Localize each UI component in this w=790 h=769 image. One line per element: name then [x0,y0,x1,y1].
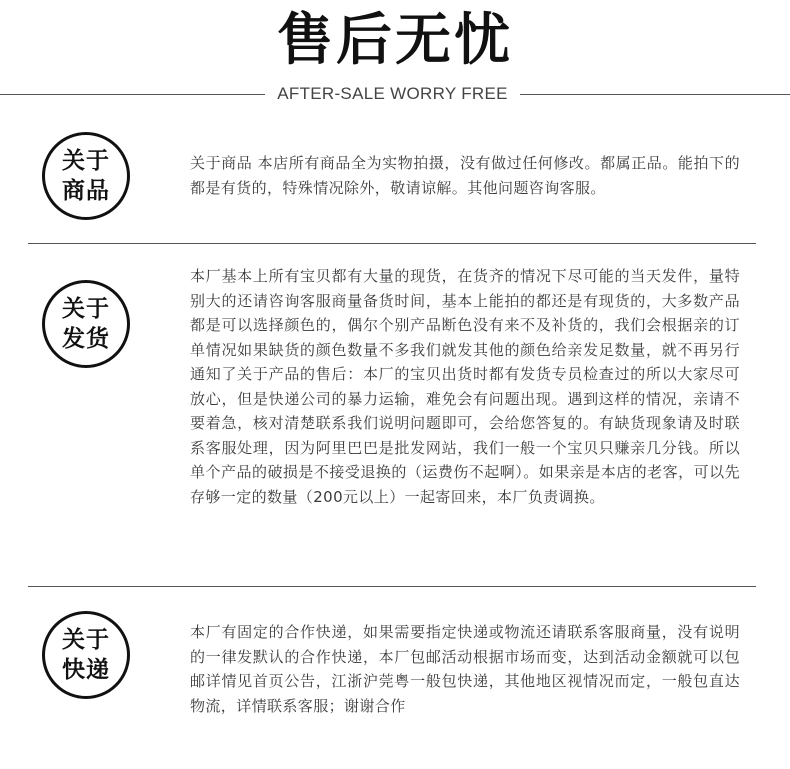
page-subtitle: AFTER-SALE WORRY FREE [277,84,508,103]
product-description: 关于商品 本店所有商品全为实物拍摄，没有做过任何修改。都属正品。能拍下的都是有货的，特殊情况除外，敬请谅解。其他问题咨询客服。 [190,154,740,197]
section-divider [28,243,756,244]
product-badge-line2: 商品 [62,178,110,204]
courier-badge [42,611,130,699]
courier-badge-line1: 关于 [62,627,110,653]
subtitle-rule-left [0,94,265,95]
courier-badge-line2: 快递 [62,657,110,683]
shipping-description: 本厂基本上所有宝贝都有大量的现货，在货齐的情况下尽可能的当天发件，量特别大的还请咨询客服商量备货时间，基本上能拍的都还是有现货的，大多数产品都是可以选择颜色的，偶尔个别产品断色没有来不及补货的，我们会根据亲的订单情况如果缺货的颜色数量不多我们就发其他的颜色给亲发足数量，就不再另行通知了关于产品的售后：本厂的宝贝出货时都有发货专员检查过的所以大家尽可放心，但是快递公司的暴力运输，难免会有问题出现。遇到这样的情况，亲请不要着急，核对清楚联系我们说明问题即可，会给您答复的。有缺货现象请及时联系客服处理，因为阿里巴巴是批发网站，我们一般一个宝贝只赚亲几分钱。所以单个产品的破损是不接受退换的（运费伤不起啊）。如果亲是本店的老客，可以先存够一定的数量（200元以上）一起寄回来，本厂负责调换。 [190,267,740,506]
courier-description: 本厂有固定的合作快递，如果需要指定快递或物流还请联系客服商量，没有说明的一律发默认的合作快递，本厂包邮活动根据市场而变，达到活动金额就可以包邮详情见首页公告，江浙沪莞粤一般包快递，其他地区视情况而定，一般包直达物流，详情联系客服；谢谢合作 [190,623,740,715]
product-badge-line1: 关于 [62,148,110,174]
subtitle-row [0,82,790,106]
subtitle-rule-right [520,94,790,95]
product-badge [42,132,130,220]
shipping-badge [42,280,130,368]
page-title: 售后无忧 [277,8,513,73]
shipping-badge-line2: 发货 [62,326,110,352]
section-divider [28,586,756,587]
shipping-badge-line1: 关于 [62,296,110,322]
